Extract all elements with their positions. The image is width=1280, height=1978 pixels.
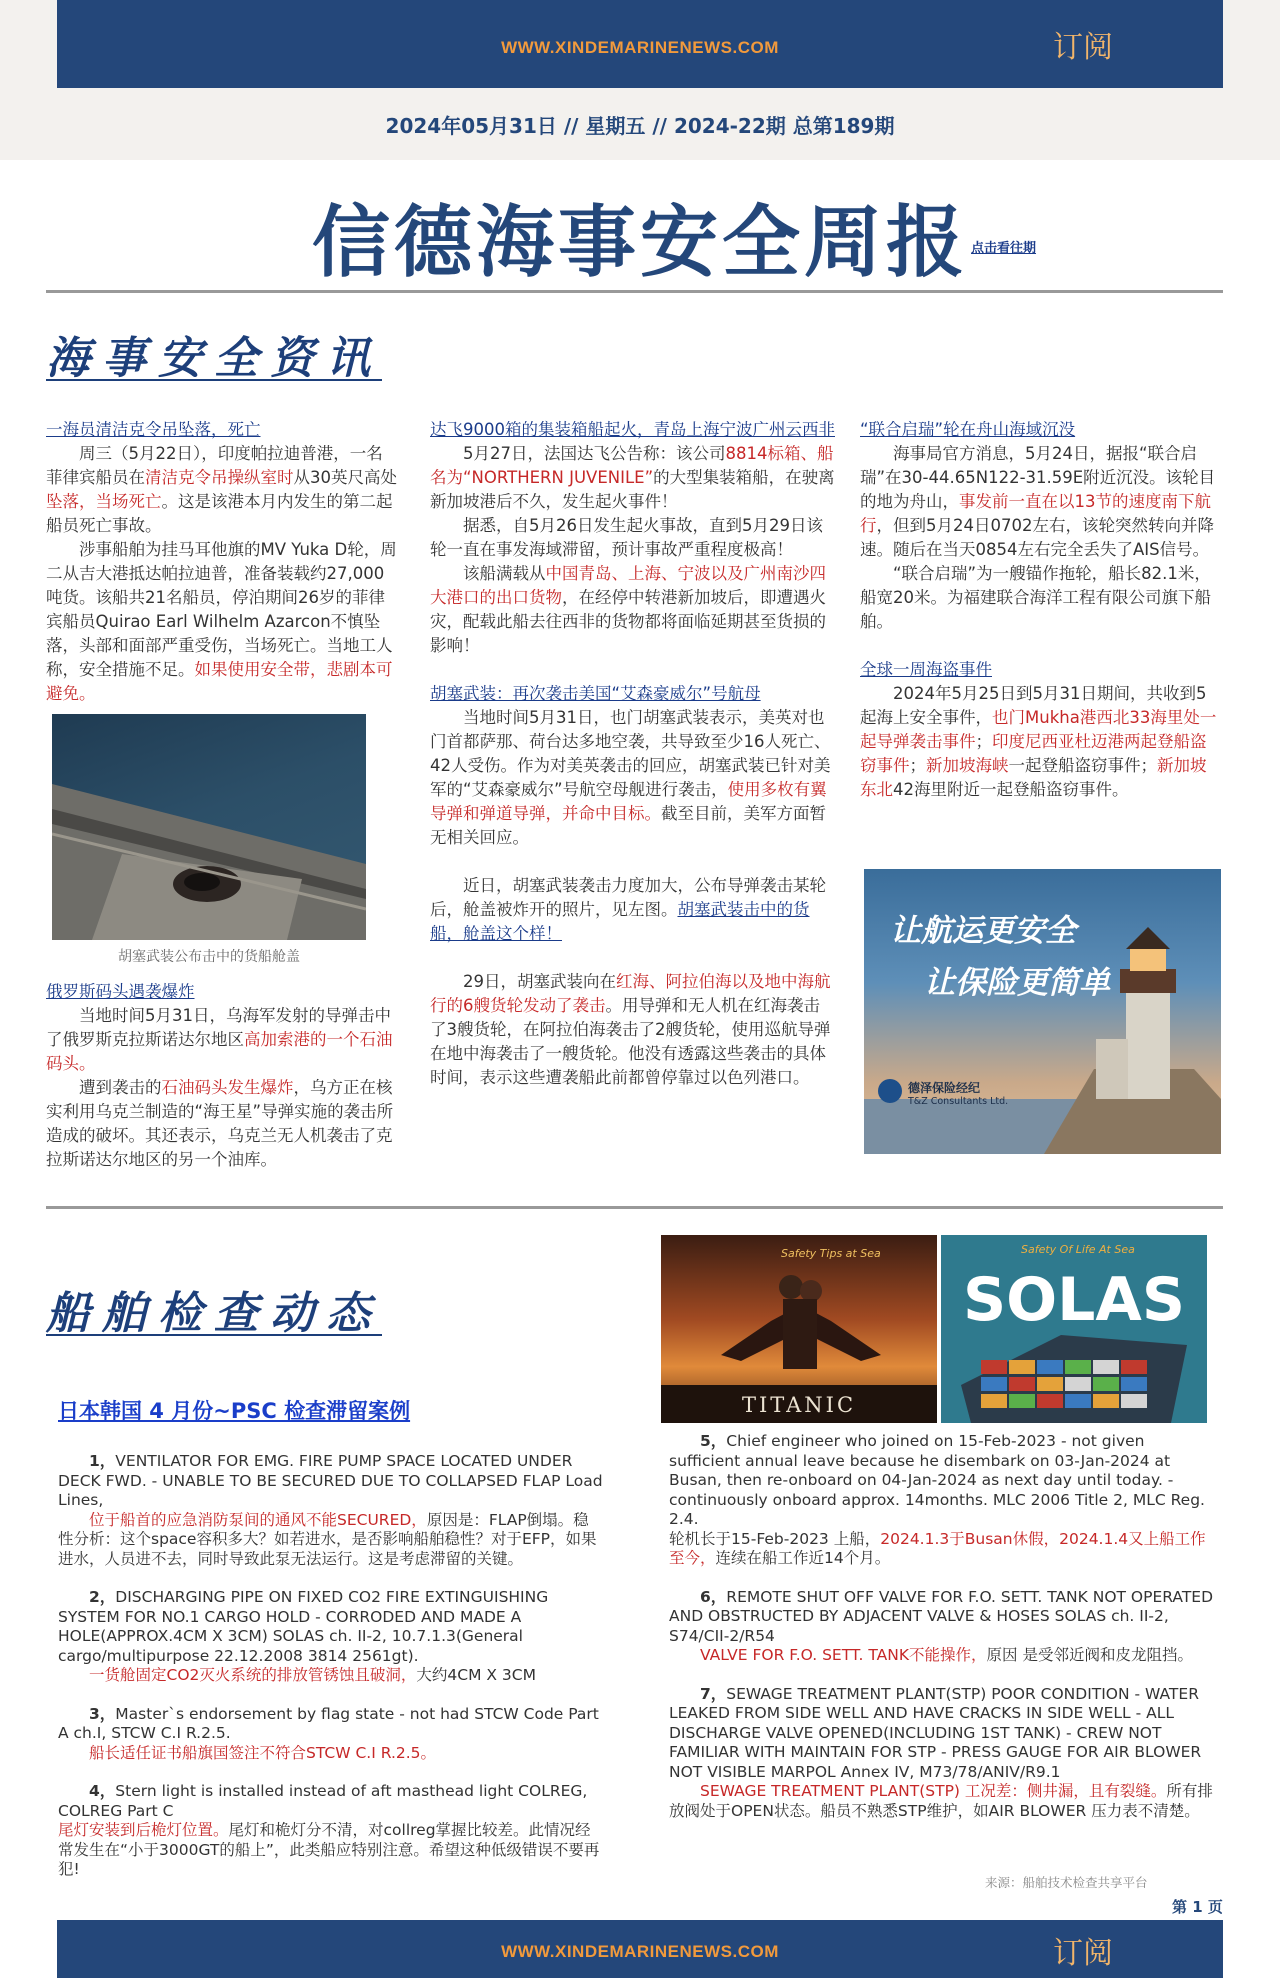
psc-case: 7，SEWAGE TREATMENT PLANT(STP) POOR CONDITION - WATER LEAKED FROM SIDE WELL AND HAVE CRACKS IN SIDE WELL - ALL DISCHARGE VALVE OPENED(INCLUDING 1ST TANK) - CREW NOT FAMILIAR WITH MAINTAIN FOR STP - PRESS GAUGE FOR AIR BLOWER NOT VISIBLE MARPOL Annex IV, M73/78/ANIV/R9.1 SEWAGE TREATMENT PLANT(STP) 工况差：侧井漏，且有裂缝。所有排放阀处于OPEN状态。船员不熟悉STP维护，如AIR BLOWER 压力表不清楚。 xyxy=(669,1684,1213,1820)
site-url-footer[interactable]: WWW.XINDEMARINENEWS.COM xyxy=(501,1942,779,1961)
divider xyxy=(46,1206,1223,1209)
article-paragraph: 近日，胡塞武装袭击力度加大，公布导弹袭击某轮后，舱盖被炸开的照片，见左图。胡塞武装击中的货船，舱盖这个样！ xyxy=(430,876,826,943)
top-banner xyxy=(57,0,1223,88)
company-logo-icon xyxy=(878,1079,902,1103)
article-headline[interactable]: 俄罗斯码头遇袭爆炸 xyxy=(46,982,195,1001)
psc-list-right xyxy=(669,1432,1217,1840)
issue-dateline: 2024年05月31日 // 星期五 // 2024-22期 总第189期 xyxy=(385,114,895,138)
news-column-1 xyxy=(46,418,398,706)
article-headline[interactable]: 胡塞武装：再次袭击美国“艾森豪威尔”号航母 xyxy=(430,684,761,703)
psc-case: 4，Stern light is installed instead of aft masthead light COLREG, COLREG Part C 尾灯安装到后桅灯位置。尾灯和桅灯分不清，对collreg掌握比较差。此情况经常发生在“小于3000GT的船上”，此类船应特别注意。希望这种低级错误不要再犯! xyxy=(58,1782,600,1878)
article-headline[interactable]: 达飞9000箱的集装箱船起火，青岛上海宁波广州云西非 xyxy=(430,420,835,439)
article-paragraph: 2024年5月25日到5月31日期间，共收到5起海上安全事件，也门Mukha港西北33海里处一起导弹袭击事件；印度尼西亚杜迈港两起登船盗窃事件；新加坡海峡一起登船盗窃事件；新加坡东北42海里附近一起登船盗窃事件。 xyxy=(860,684,1217,799)
titanic-tip-label: Safety Tips at Sea xyxy=(781,1247,881,1260)
article-paragraph: 海事局官方消息，5月24日，据报“联合启瑞”在30-44.65N122-31.59E附近沉没。该轮目的地为舟山，事发前一直在以13节的速度南下航行，但到5月24日0702左右，该轮突然转向并降速。随后在当天0854左右完全丢失了AIS信号。 xyxy=(860,444,1216,559)
article-paragraph: 该船满载从中国青岛、上海、宁波以及广州南沙四大港口的出口货物，在经停中转港新加坡后，即遭遇火灾，配载此船去往西非的货物都将面临延期甚至货损的影响！ xyxy=(430,564,826,655)
ad-company-name-en: T&Z Consultants Ltd. xyxy=(908,1096,1009,1107)
photo-caption: 胡塞武装公布击中的货船舱盖 xyxy=(118,949,300,965)
article-paragraph: 29日，胡塞武装向在红海、阿拉伯海以及地中海航行的6艘货轮发动了袭击。用导弹和无人机在红海袭击了3艘货轮，在阿拉伯海袭击了2艘货轮，使用巡航导弹在地中海袭击了一艘货轮。他没有透露这些袭击的具体时间，表示这些遭袭船此前都曾停靠过以色列港口。 xyxy=(430,972,831,1087)
psc-case: 5，Chief engineer who joined on 15-Feb-2023 - not given sufficient annual leave because he disembark on 03-Jan-2024 at Busan, then re-onboard on 04-Jan-2024 as next day until today. - continuously onboard approx. 14months. MLC 2006 Title 2, MLC Reg. 2.4. 轮机长于15-Feb-2023 上船，2024.1.3于Busan休假，2024.1.4又上船工作至今，连续在船工作近14个月。 xyxy=(669,1432,1206,1567)
psc-case: 1，VENTILATOR FOR EMG. FIRE PUMP SPACE LOCATED UNDER DECK FWD. - UNABLE TO BE SECURED DUE TO COLLAPSED FLAP Load Lines, 位于船首的应急消防泵间的通风不能SECURED，原因是：FLAP倒塌。稳性分析：这个space容积多大？如若进水，是否影响船舶稳性？对于EFP，如果进水，人员进不去，同时导致此泵无法运行。这是考虑滞留的关键。 xyxy=(58,1452,603,1568)
titanic-title: TITANIC xyxy=(741,1393,857,1417)
page-number: 第 1 页 xyxy=(1172,1898,1223,1916)
insurance-ad[interactable] xyxy=(864,869,1221,1154)
subscribe-link-footer[interactable]: 订阅 xyxy=(1053,1936,1113,1971)
article-paragraph: 当地时间5月31日，也门胡塞武装表示，美英对也门首都萨那、荷台达多地空袭，共导致至少16人死亡、42人受伤。作为对美英袭击的回应，胡塞武装已针对美军的“艾森豪威尔”号航空母舰进行袭击，使用多枚有翼导弹和弹道导弹，并命中目标。截至目前，美军方面暂无相关回应。 xyxy=(430,708,831,847)
solas-tip-label: Safety Of Life At Sea xyxy=(1021,1243,1135,1256)
psc-case: 2，DISCHARGING PIPE ON FIXED CO2 FIRE EXTINGUISHING SYSTEM FOR NO.1 CARGO HOLD - CORRODED AND MADE A HOLE(APPROX.4CM X 3CM) SOLAS ch. II-2, 10.7.1.3(General cargo/multipurpose 22.12.2008 3814 2561gt). 一货舱固定CO2灭火系统的排放管锈蚀且破洞，大约4CM X 3CM xyxy=(58,1588,549,1684)
article-paragraph: 当地时间5月31日，乌海军发射的导弹击中了俄罗斯克拉斯诺达尔地区高加索港的一个石油码头。 xyxy=(46,1006,393,1073)
masthead xyxy=(0,180,1280,292)
article-paragraph: 5月27日，法国达飞公告称：该公司8814标箱、船名为“NORTHERN JUVENILE”的大型集装箱船，在驶离新加坡港后不久，发生起火事件！ xyxy=(430,444,835,511)
ad-slogan-line-1: 让航运更安全 xyxy=(890,913,1076,949)
article-headline[interactable]: “联合启瑞”轮在舟山海域沉没 xyxy=(860,420,1076,439)
article-paragraph: “联合启瑞”为一艘锚作拖轮，船长82.1米，船宽20米。为福建联合海洋工程有限公司旗下船舶。 xyxy=(860,564,1211,631)
news-column-2 xyxy=(430,418,835,1090)
site-url[interactable]: WWW.XINDEMARINENEWS.COM xyxy=(501,38,779,57)
ad-company-name: 德泽保险经纪 xyxy=(908,1081,981,1095)
psc-cases-title[interactable]: 日本韩国 4 月份~PSC 检查滞留案例 xyxy=(58,1399,411,1423)
news-column-1-lower xyxy=(46,980,398,1172)
cargo-hatch-photo xyxy=(52,714,366,940)
divider xyxy=(46,290,1223,293)
subscribe-link[interactable]: 订阅 xyxy=(1053,30,1113,65)
bottom-banner xyxy=(57,1920,1223,1978)
solas-title: SOLAS xyxy=(962,1265,1186,1335)
solas-image xyxy=(941,1235,1207,1423)
ad-slogan-line-2: 让保险更简单 xyxy=(924,965,1110,1001)
section-title-safety-news: 海事安全资讯 xyxy=(46,333,382,384)
article-paragraph: 遭到袭击的石油码头发生爆炸，乌方正在核实利用乌克兰制造的“海王星”导弹实施的袭击所造成的破坏。其还表示，乌克兰无人机袭击了克拉斯诺达尔地区的另一个油库。 xyxy=(46,1078,394,1169)
article-headline[interactable]: 全球一周海盗事件 xyxy=(860,660,992,679)
titanic-image xyxy=(661,1235,937,1423)
section-title-ship-inspection: 船舶检查动态 xyxy=(46,1288,382,1339)
news-column-3 xyxy=(860,418,1222,802)
psc-case: 3，Master`s endorsement by flag state - not had STCW Code Part A ch.I, STCW C.I R.2.5. 船长适任证书船旗国签注不符合STCW C.I R.2.5。 xyxy=(58,1704,599,1762)
article-paragraph: 涉事船舶为挂马耳他旗的MV Yuka D轮，周二从吉大港抵达帕拉迪普，准备装载约27,000吨货。该船共21名船员，停泊期间26岁的菲律宾船员Quirao Earl Wilhelm Azarcon不慎坠落，头部和面部严重受伤，当场死亡。当地工人称，安全措施不足。如果使用安全带，悲剧本可避免。 xyxy=(46,540,397,703)
article-paragraph: 据悉，自5月26日发生起火事故，直到5月29日该轮一直在事发海域滞留，预计事故严重程度极高！ xyxy=(430,516,823,559)
past-issues-link[interactable]: 点击看往期 xyxy=(971,241,1037,256)
psc-list-left xyxy=(58,1452,603,1899)
article-headline[interactable]: 一海员清洁克令吊坠落，死亡 xyxy=(46,420,261,439)
source-note: 来源：船舶技术检查共享平台 xyxy=(985,1875,1148,1890)
newspaper-title: 信德海事安全周报 xyxy=(311,198,968,288)
psc-case: 6，REMOTE SHUT OFF VALVE FOR F.O. SETT. TANK NOT OPERATED AND OBSTRUCTED BY ADJACENT VALVE & HOSES SOLAS ch. II-2, S74/CII-2/R54 VALVE FOR F.O. SETT. TANK不能操作，原因 是受邻近阀和皮龙阻挡。 xyxy=(669,1587,1214,1664)
article-paragraph: 周三（5月22日），印度帕拉迪普港，一名菲律宾船员在清洁克令吊操纵室时从30英尺高处坠落，当场死亡。这是该港本月内发生的第二起船员死亡事故。 xyxy=(46,444,397,535)
